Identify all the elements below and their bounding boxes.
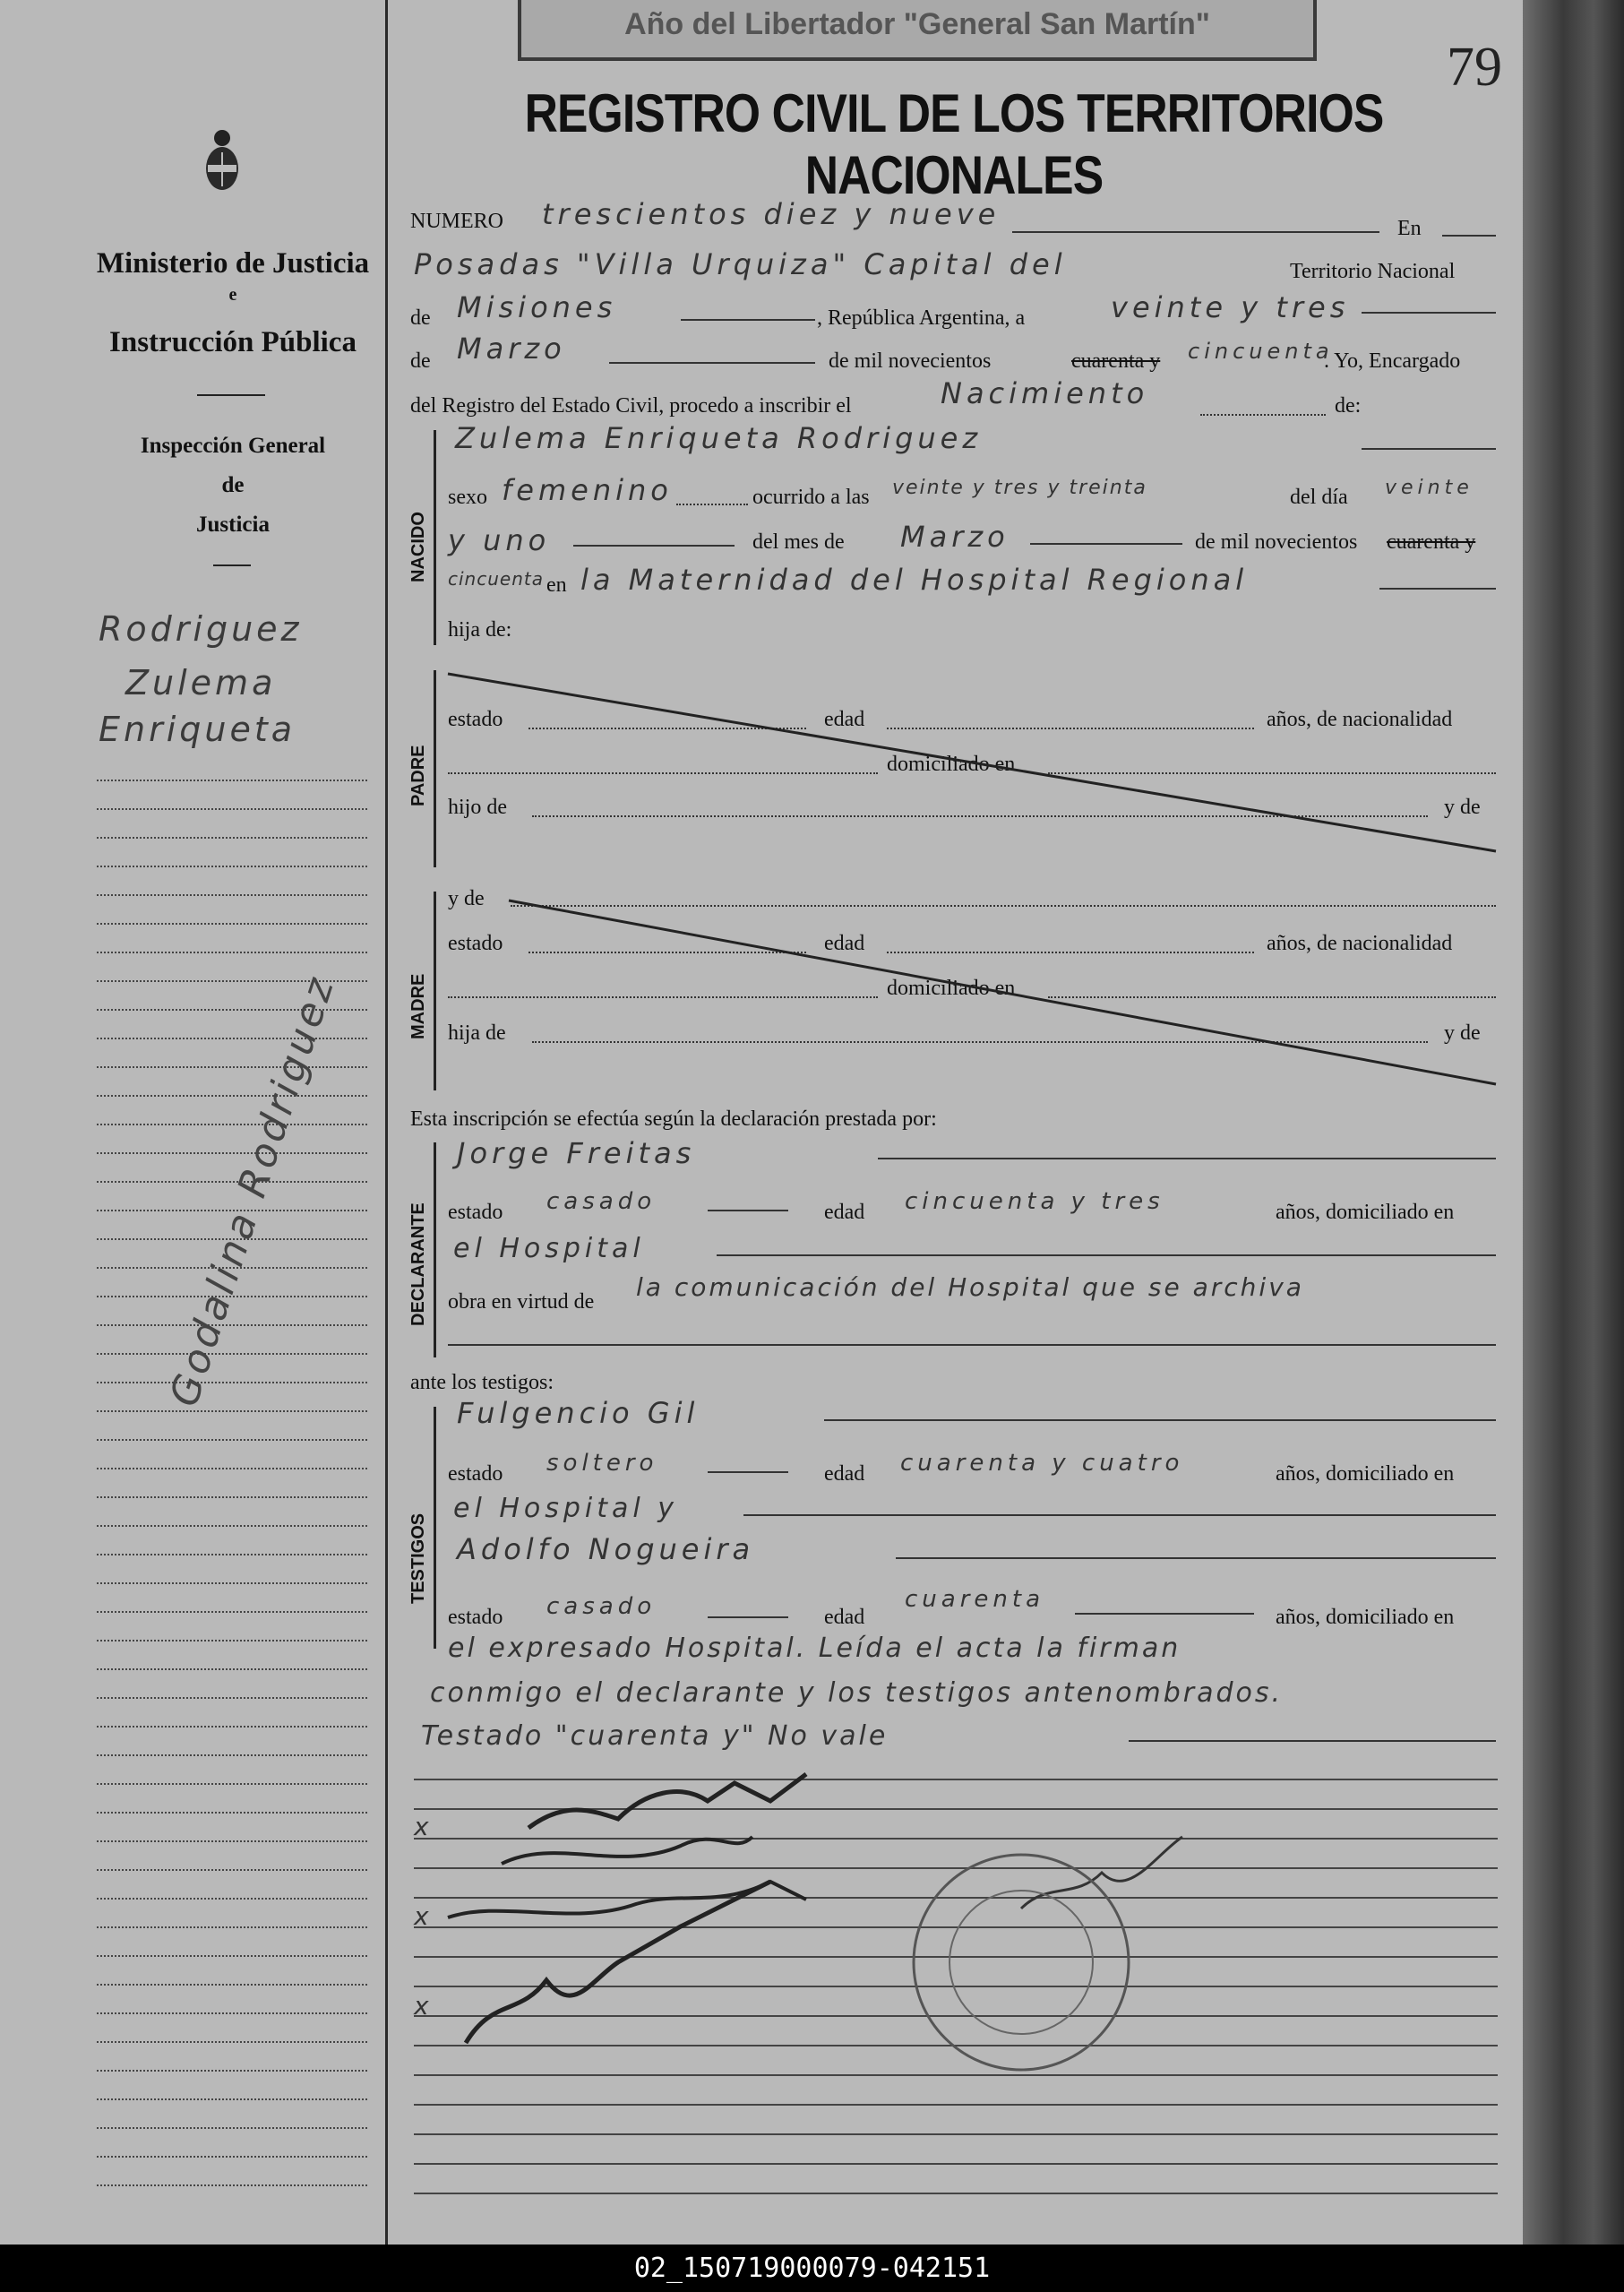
mes-label: del mes de bbox=[752, 530, 845, 554]
testigo1-estado: soltero bbox=[546, 1450, 658, 1477]
inspection-line2: de bbox=[221, 473, 245, 497]
testigos-bracket bbox=[434, 1407, 436, 1649]
obra-label: obra en virtud de bbox=[448, 1290, 595, 1314]
lugar-value: la Maternidad del Hospital Regional bbox=[580, 563, 1249, 597]
ministry-line1: Ministerio de Justicia bbox=[96, 247, 370, 280]
testigos-vertical-label: TESTIGOS bbox=[408, 1512, 428, 1604]
declarante-edad-label: edad bbox=[824, 1201, 865, 1224]
republica-label: , República Argentina, a bbox=[817, 306, 1026, 330]
ministry-line3: Instrucción Pública bbox=[109, 326, 357, 358]
testigo1-edad: cuarenta y cuatro bbox=[900, 1450, 1184, 1477]
ministry-line2: e bbox=[228, 285, 237, 305]
x-mark-2: x bbox=[414, 1901, 434, 1931]
fill-line bbox=[896, 1557, 1496, 1559]
margin-first-name: Zulema bbox=[125, 663, 277, 702]
fill-line bbox=[743, 1514, 1496, 1516]
image-caption: 02_150719000079-042151 bbox=[0, 2245, 1624, 2292]
madre-domiciliado-label: domiciliado en bbox=[887, 977, 1016, 1000]
book-edge bbox=[1523, 0, 1624, 2245]
obra-value: la comunicación del Hospital que se archiva bbox=[636, 1272, 1304, 1302]
madre-edad-label: edad bbox=[824, 932, 865, 955]
testigos-label: ante los testigos: bbox=[410, 1371, 554, 1394]
month-value: Marzo bbox=[457, 332, 566, 366]
territorio-value: Misiones bbox=[457, 290, 617, 324]
sexo-label: sexo bbox=[448, 486, 487, 509]
numero-label: NUMERO bbox=[410, 210, 504, 233]
madre-hija-label: hija de bbox=[448, 1021, 506, 1045]
fill-line bbox=[717, 1254, 1496, 1256]
sexo-value: femenino bbox=[502, 473, 673, 507]
madre-y-de-top: y de bbox=[448, 887, 485, 910]
x-mark-3: x bbox=[414, 1991, 434, 2021]
testigo1-estado-label: estado bbox=[448, 1462, 503, 1486]
year-label: de mil novecientos bbox=[829, 349, 992, 373]
nacido-year-label: de mil novecientos bbox=[1195, 530, 1358, 554]
declarante-name: Jorge Freitas bbox=[457, 1136, 696, 1170]
fill-line bbox=[878, 1158, 1496, 1159]
hija-de-label: hija de: bbox=[448, 618, 512, 642]
madre-y-de-label: y de bbox=[1444, 1021, 1481, 1045]
padre-nacionalidad-label: años, de nacionalidad bbox=[1267, 708, 1453, 731]
declarante-domiciliado-label: años, domiciliado en bbox=[1276, 1201, 1455, 1224]
testigo2-estado: casado bbox=[546, 1593, 657, 1620]
ocurrido-label: ocurrido a las bbox=[752, 486, 870, 509]
signatures-image bbox=[394, 1747, 1290, 2124]
declarante-label: DECLARANTE bbox=[408, 1202, 428, 1326]
signature-line bbox=[414, 2193, 1498, 2194]
padre-domiciliado-label: domiciliado en bbox=[887, 753, 1016, 776]
declarante-estado-value: casado bbox=[546, 1188, 657, 1215]
declarante-edad-value: cincuenta y tres bbox=[905, 1188, 1164, 1215]
madre-label: MADRE bbox=[408, 973, 428, 1039]
padre-y-de-label: y de bbox=[1444, 796, 1481, 819]
padre-hijo-label: hijo de bbox=[448, 796, 507, 819]
margin-surname: Rodriguez bbox=[99, 609, 303, 649]
day-value: veinte y tres bbox=[1111, 290, 1350, 324]
fill-line bbox=[1129, 1740, 1496, 1742]
signature-line bbox=[414, 2163, 1498, 2165]
page-title: REGISTRO CIVIL DE LOS TERRITORIOS NACIONALES bbox=[524, 83, 1384, 205]
fill-line bbox=[708, 1616, 788, 1618]
padre-edad-label: edad bbox=[824, 708, 865, 731]
declaracion-label: Esta inscripción se efectúa según la declaración prestada por: bbox=[410, 1107, 937, 1131]
person-value: Zulema Enriqueta Rodriguez bbox=[455, 421, 983, 455]
padre-estado-label: estado bbox=[448, 708, 503, 731]
year-value: cincuenta bbox=[1188, 339, 1334, 364]
dia-value-2: y uno bbox=[448, 523, 551, 557]
de-colon: de: bbox=[1335, 394, 1362, 418]
testigo1-name: Fulgencio Gil bbox=[457, 1396, 700, 1430]
de-label-2: de bbox=[410, 349, 431, 373]
territorio-label: Territorio Nacional bbox=[1290, 260, 1456, 283]
place-value: Posadas "Villa Urquiza" Capital del bbox=[414, 247, 1067, 281]
testigo1-edad-label: edad bbox=[824, 1462, 865, 1486]
margin-middle-name: Enriqueta bbox=[99, 710, 296, 749]
inspection-line3: Justicia bbox=[196, 513, 270, 537]
signature-line bbox=[414, 2133, 1498, 2135]
page-number: 79 bbox=[1447, 37, 1502, 98]
de-label: de bbox=[410, 306, 431, 330]
yo-label: . Yo, Encargado bbox=[1324, 349, 1461, 373]
madre-estado-label: estado bbox=[448, 932, 503, 955]
registro-label: del Registro del Estado Civil, procedo a inscribir el bbox=[410, 394, 852, 418]
dia-label: del día bbox=[1290, 486, 1348, 509]
testigo1-domiciliado-label: años, domiciliado en bbox=[1276, 1462, 1455, 1486]
act-value: Nacimiento bbox=[941, 376, 1149, 410]
madre-nacionalidad-label: años, de nacionalidad bbox=[1267, 932, 1453, 955]
declarante-domicilio: el Hospital bbox=[453, 1233, 645, 1264]
fill-line bbox=[1075, 1613, 1254, 1615]
inspection-line1: Inspección General bbox=[140, 434, 326, 458]
nacido-label: NACIDO bbox=[408, 512, 428, 582]
testigo2-domiciliado-label: años, domiciliado en bbox=[1276, 1606, 1455, 1629]
testigo2-edad: cuarenta bbox=[905, 1586, 1044, 1613]
nacido-en-label: en bbox=[546, 573, 567, 597]
testigo2-name: Adolfo Nogueira bbox=[457, 1532, 755, 1566]
testigo2-edad-label: edad bbox=[824, 1606, 865, 1629]
testigo1-domicilio: el Hospital y bbox=[453, 1493, 679, 1524]
testigo2-estado-label: estado bbox=[448, 1606, 503, 1629]
hora-value: veinte y tres y treinta bbox=[892, 477, 1147, 499]
x-mark-1: x bbox=[414, 1812, 434, 1841]
en-label: En bbox=[1397, 217, 1422, 240]
year-stamp: Año del Libertador "General San Martín" bbox=[518, 0, 1317, 61]
fill-line bbox=[708, 1210, 788, 1211]
padre-label: PADRE bbox=[408, 745, 428, 806]
margin-handwritten-note: Godalina Rodriguez bbox=[161, 969, 344, 1412]
testigo2-domicilio: el expresado Hospital. Leída el acta la firman bbox=[448, 1633, 1181, 1664]
fill-line bbox=[708, 1471, 788, 1473]
year-struck: cuarenta y bbox=[1071, 349, 1161, 373]
closing-line1: conmigo el declarante y los testigos antenombrados. bbox=[430, 1677, 1284, 1709]
declarante-estado-label: estado bbox=[448, 1201, 503, 1224]
closing-line2: Testado "cuarenta y" No vale bbox=[421, 1720, 889, 1752]
dia-value: veinte bbox=[1385, 477, 1474, 499]
mes-value: Marzo bbox=[900, 520, 1010, 554]
fill-line bbox=[448, 1344, 1496, 1346]
numero-value: trescientos diez y nueve bbox=[542, 197, 1001, 231]
declarante-bracket bbox=[434, 1142, 436, 1357]
fill-line bbox=[824, 1419, 1496, 1421]
nacido-year-value: cincuenta bbox=[448, 568, 544, 590]
nacido-year-struck: cuarenta y bbox=[1387, 530, 1476, 554]
